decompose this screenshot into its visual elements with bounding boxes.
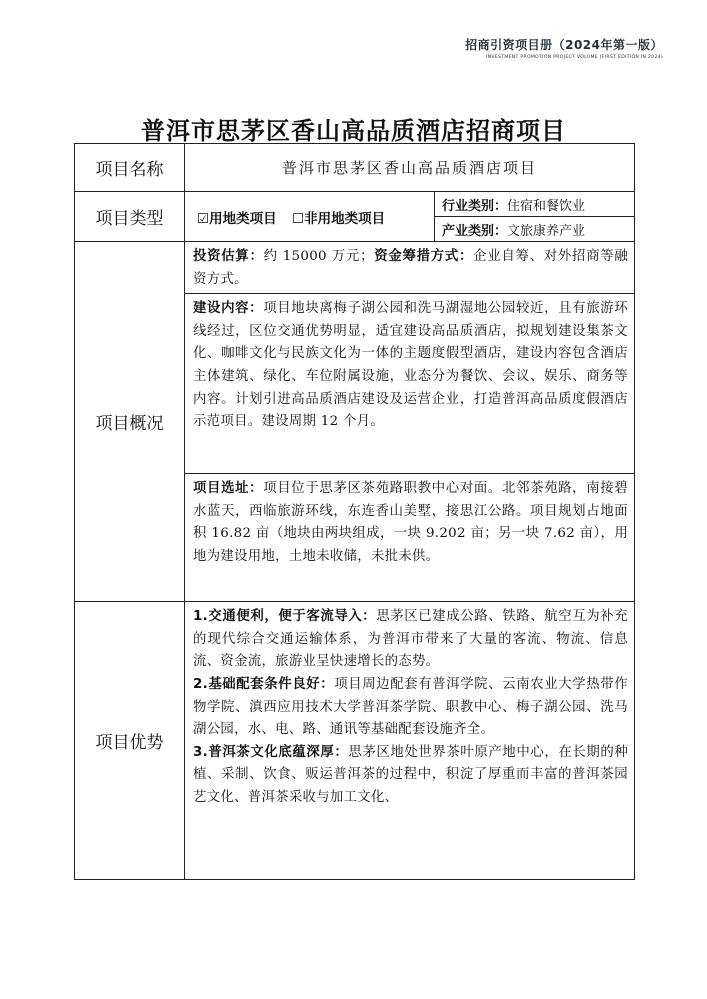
investment-cell [185,242,635,294]
funding-text: 企业自筹、对外招商等融资方式。 [193,249,629,287]
project-table [74,143,635,880]
advantage-item [193,674,628,742]
header-title: 招商引资项目册（2024年第一版） [465,38,663,52]
construction-label: 建设内容： [193,301,264,317]
sector-cell [435,217,635,242]
project-type-options [185,192,435,242]
document-title: 普洱市思茅区香山高品质酒店招商项目 [141,116,566,145]
header-subtitle: INVESTMENT PROMOTION PROJECT VOLUME (FIRST EDITION IN 2024) [485,55,663,60]
row-project-name [75,144,635,192]
construction-text: 项目地块离梅子湖公园和洗马湖湿地公园较近，且有旅游环线经过，区位交通优势明显，适宜建设高品质酒店，拟规划建设集茶文化、咖啡文化与民族文化为一体的主题度假型酒店，建设内容包含酒店主体建筑、绿化、车位附属设施，业态分为餐饮、会议、娱乐、商务等内容。计划引进高品质酒店建设及运营企业，打造普洱高品质度假酒店示范项目。建设周期 12 个月。 [193,301,629,430]
row-project-type [75,192,635,217]
advantages-cell [185,602,635,880]
site-text: 项目位于思茅区茶苑路职教中心对面。北邻茶苑路，南接碧水蓝天，西临旅游环线，东连香山美墅，接思江公路。项目规划占地面积 16.82 亩（地块由两块组成，一块 9.202 亩；另一块 7.62 亩），用地为建设用地，土地未收储，未批未供。 [193,481,629,564]
site-label: 项目选址： [193,481,264,497]
advantage-text: 思茅区地处世界茶叶原产地中心，在长期的种植、采制、饮食、贩运普洱茶的过程中，积淀了厚重而丰富的普洱茶园艺文化、普洱茶采收与加工文化、 [193,744,629,805]
row-advantages [75,602,635,880]
page-header [465,36,663,60]
industry-label: 行业类别： [442,198,508,214]
construction-cell [185,294,635,474]
land-type-checkbox: ☑用地类项目 [197,210,277,227]
funding-label: 资金筹措方式： [373,249,474,264]
industry-cell [435,192,635,217]
overview-label: 项目概况 [75,242,185,602]
advantage-heading: 2.基础配套条件良好： [193,676,335,692]
advantage-text: 思茅区已建成公路、铁路、航空互为补充的现代综合交通运输体系，为普洱市带来了大量的客流、物流、信息流、资金流，旅游业呈快速增长的态势。 [193,609,629,670]
advantage-text: 项目周边配套有普洱学院、云南农业大学热带作物学院、滇西应用技术大学普洱茶学院、职教中心、梅子湖公园、洗马湖公园，水、电、路、通讯等基础配套设施齐全。 [193,676,629,738]
investment-text: 约 15000 万元； [263,249,374,264]
advantage-item [193,742,628,810]
sector-label: 产业类别： [442,223,508,239]
advantages-label: 项目优势 [75,602,185,880]
advantage-item [193,606,628,674]
investment-label: 投资估算： [193,249,264,264]
project-name-label: 项目名称 [75,144,185,192]
row-overview-investment [75,242,635,294]
advantage-heading: 3.普洱茶文化底蕴深厚： [193,744,349,760]
project-type-label: 项目类型 [75,192,185,242]
advantage-heading: 1.交通便利，便于客流导入： [193,609,377,625]
nonland-type-checkbox: ☐非用地类项目 [292,210,386,227]
site-cell [185,474,635,602]
sector-value: 文旅康养产业 [507,223,586,239]
industry-value: 住宿和餐饮业 [507,198,586,214]
project-name-value: 普洱市思茅区香山高品质酒店项目 [185,144,635,192]
